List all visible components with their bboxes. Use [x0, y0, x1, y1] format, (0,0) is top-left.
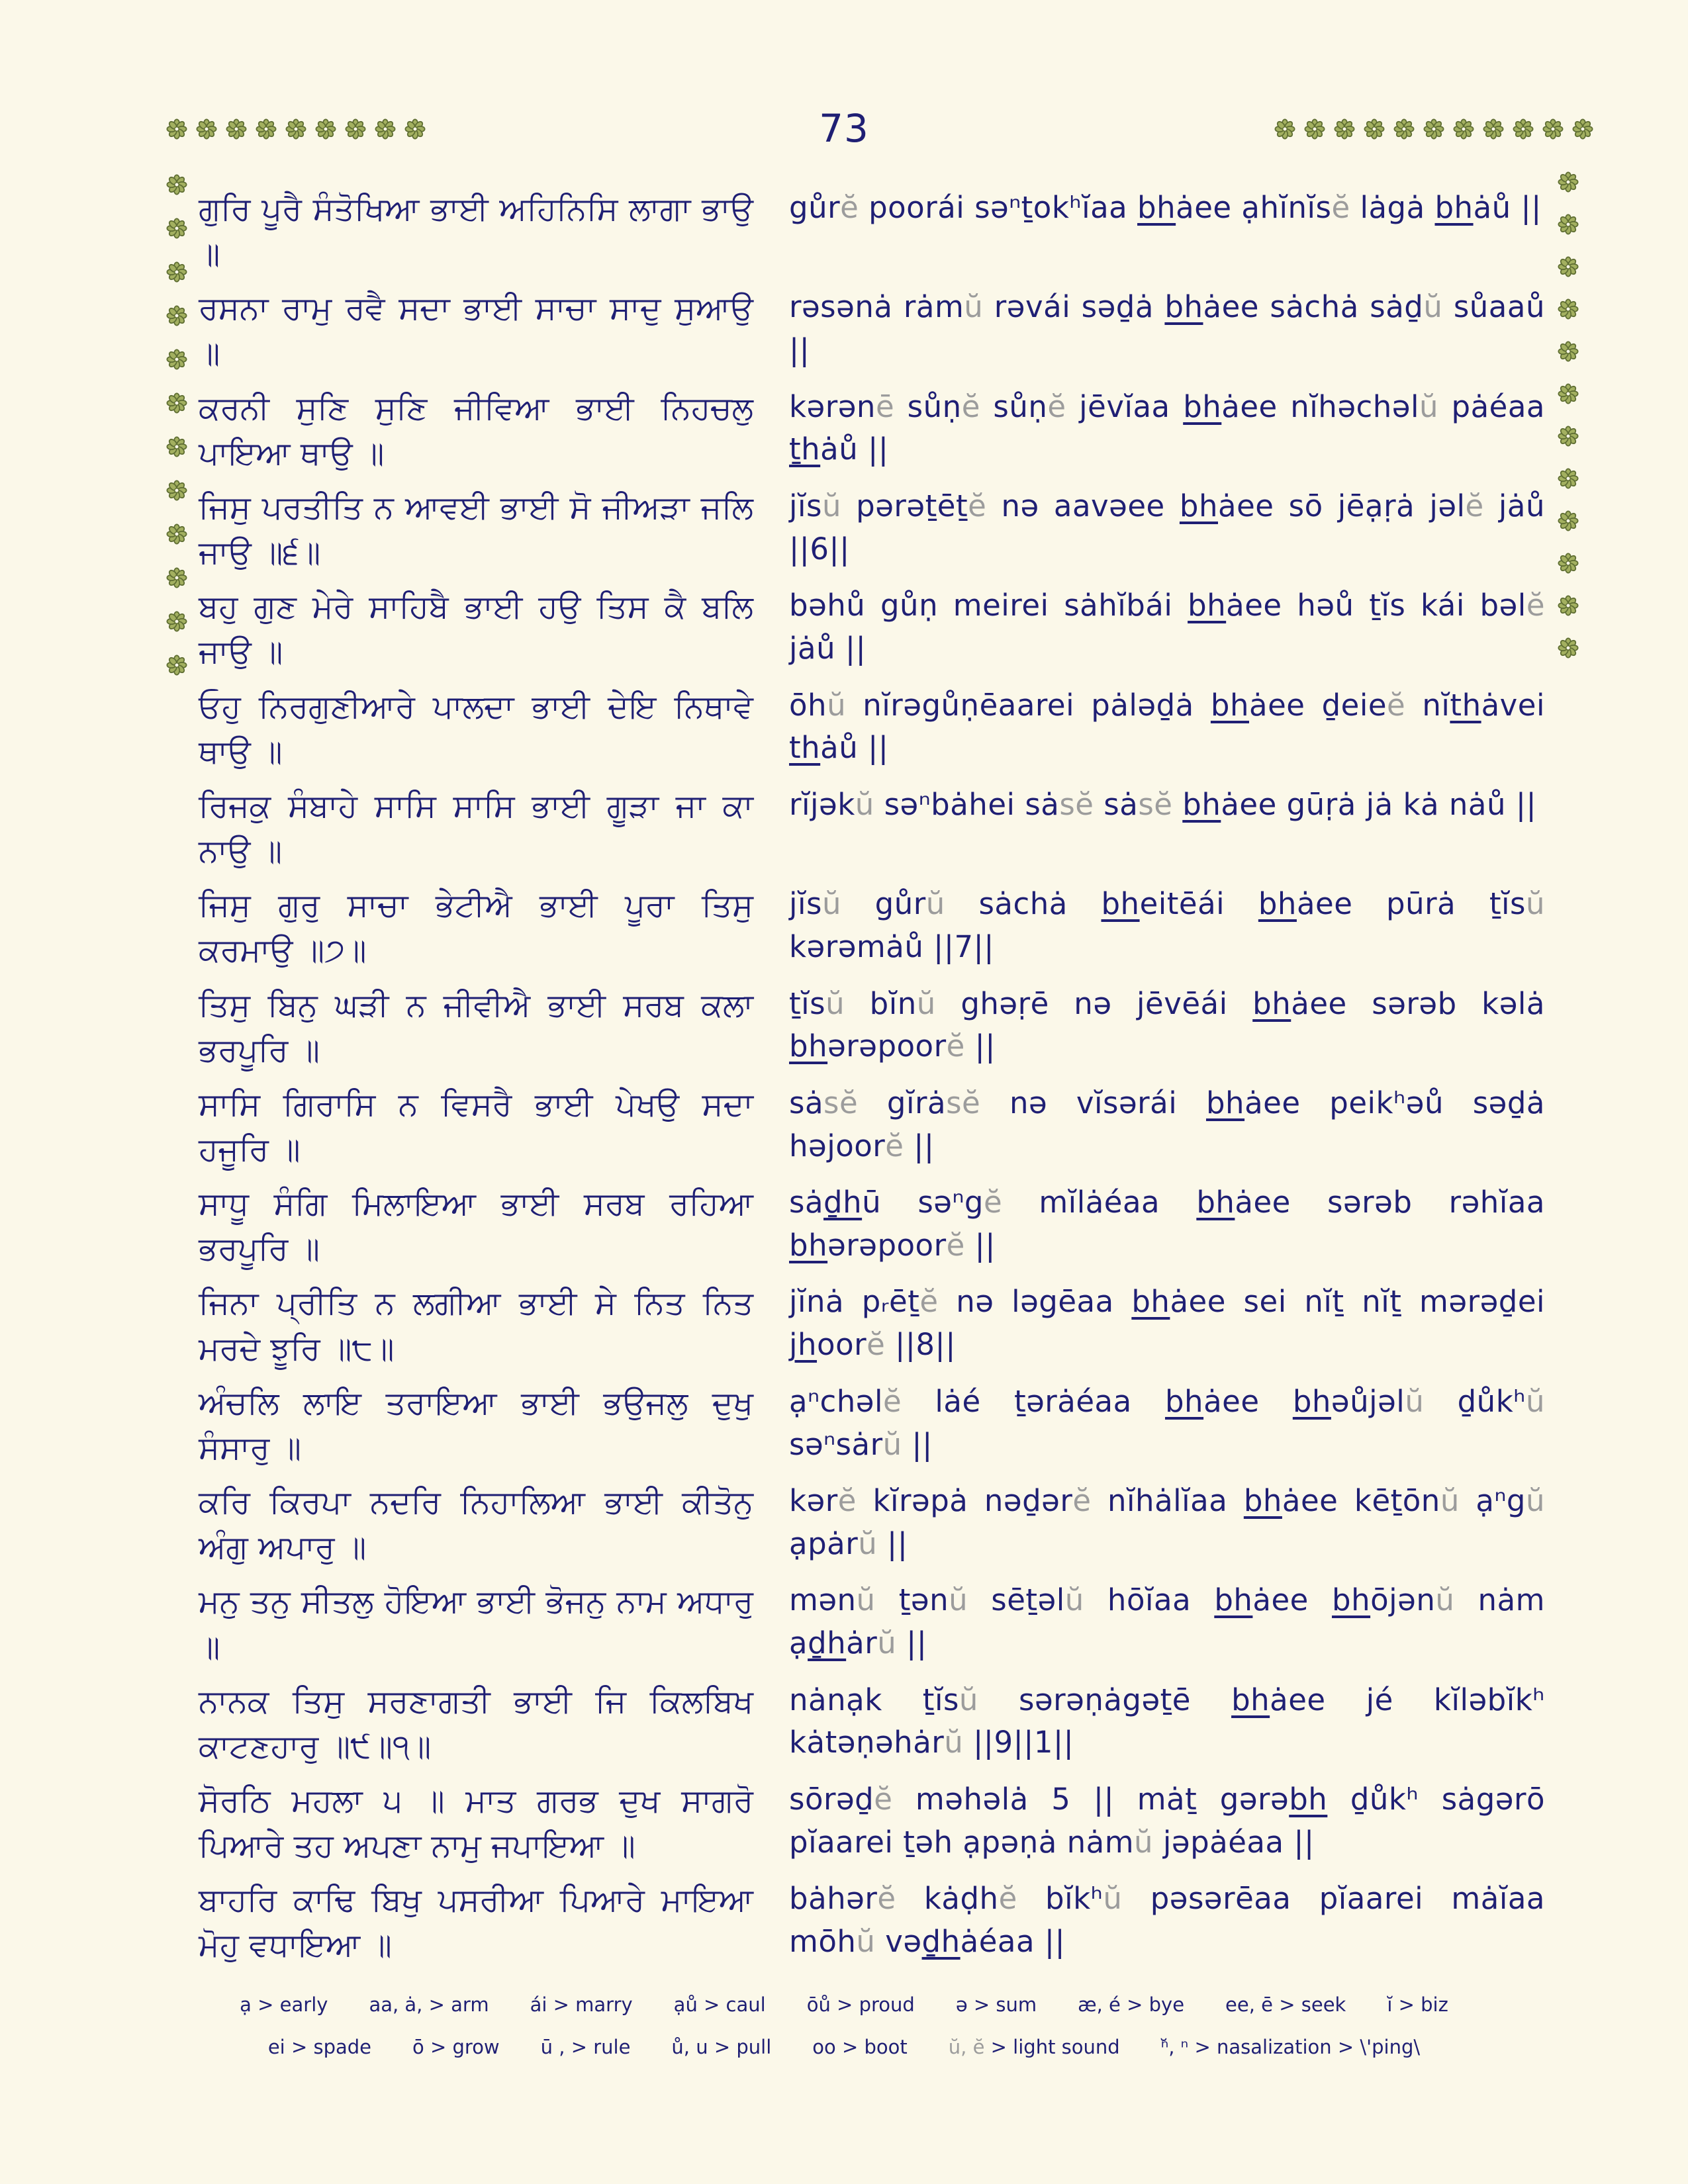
flower-icon — [1482, 118, 1505, 140]
page-number: 73 — [819, 106, 869, 151]
flower-icon — [165, 392, 188, 414]
flower-icon — [165, 567, 188, 589]
flower-icon — [1512, 118, 1534, 140]
legend-row-2 — [0, 2036, 1688, 2058]
transliteration-text: ṯĭsŭ bĭnŭ ghəṛē nə jēvēái bhȧee sərəb kəlȧ bhərəpoorĕ || — [789, 985, 1545, 1064]
legend-item: ů, u > pull — [671, 2036, 772, 2058]
flower-icon — [1557, 594, 1579, 617]
legend-item: ee, ē > seek — [1225, 1993, 1346, 2016]
transliteration-text: sōrəḏĕ məhəlȧ 5 || mȧṯ gərəbh ḏůkʰ sȧgərō pĭaarei ṯəh ạpəṇȧ nȧmŭ jəpȧéaa || — [789, 1782, 1545, 1860]
gurmukhi-text: ਸਾਸਿ ਗਿਰਾਸਿ ਨ ਵਿਸਰੈ ਭਾਈ ਪੇਖਉ ਸਦਾ ਹਜੂਰਿ ॥ — [199, 1085, 753, 1168]
transliteration-text: rəsənȧ rȧmŭ rəvái səḏȧ bhȧee sȧchȧ sȧḏŭ sůaaů || — [789, 289, 1545, 368]
flower-icon — [165, 610, 188, 633]
flower-icon — [1557, 255, 1579, 278]
flower-icon — [225, 118, 248, 140]
flower-icon — [195, 118, 218, 140]
gurmukhi-text: ਮਨੁ ਤਨੁ ਸੀਤਲੁ ਹੋਇਆ ਭਾਈ ਭੋਜਨੁ ਨਾਮ ਅਧਾਰੁ ॥ — [199, 1583, 753, 1666]
verse-row — [199, 1181, 1545, 1271]
gurmukhi-text: ਰਿਜਕੁ ਸੰਬਾਹੇ ਸਾਸਿ ਸਾਸਿ ਭਾਈ ਗੂੜਾ ਜਾ ਕਾ ਨਾਉ ॥ — [199, 787, 753, 870]
legend-item: ōů > proud — [806, 1993, 915, 2016]
legend-item: ō > grow — [412, 2036, 500, 2058]
verse-row — [199, 1679, 1545, 1769]
transliteration-text: kərĕ kĭrəpȧ nəḏərĕ nĭhȧlĭaa bhȧee kēṯōnŭ ạⁿgŭ ạpȧrŭ || — [789, 1483, 1545, 1561]
transliteration-text: bəhů gůṇ meirei sȧhĭbái bhȧee həů ṯĭs kái bəlĕ jȧů || — [789, 588, 1545, 666]
verse-row — [199, 983, 1545, 1073]
transliteration-text: nȧnạk ṯĭsŭ sərəṇȧgəṯē bhȧee jé kĭləbĭkʰ kȧtəṇəhȧrŭ ||9||1|| — [789, 1682, 1545, 1760]
flower-icon — [314, 118, 337, 140]
flower-icon — [1571, 118, 1594, 140]
flower-icon — [374, 118, 397, 140]
transliteration-text: sȧḏhū səⁿgĕ mĭlȧéaa bhȧee sərəb rəhĭaa bhərəpoorĕ || — [789, 1185, 1545, 1263]
legend-item: æ, é > bye — [1078, 1993, 1185, 2016]
gurmukhi-text: ਨਾਨਕ ਤਿਸੁ ਸਰਣਾਗਤੀ ਭਾਈ ਜਿ ਕਿਲਬਿਖ ਕਾਟਣਹਾਰੁ ॥੯॥੧॥ — [199, 1682, 753, 1765]
legend-item: ə > sum — [955, 1993, 1037, 2016]
verse-row — [199, 1579, 1545, 1669]
legend-row-1 — [0, 1993, 1688, 2016]
flower-icon — [1557, 467, 1579, 490]
legend-item: ei > spade — [267, 2036, 372, 2058]
legend-item: ⁿ̆, ⁿ > nasalization > \'ping\ — [1160, 2036, 1421, 2058]
gurmukhi-text: ਤਿਸੁ ਬਿਨੁ ਘੜੀ ਨ ਜੀਵੀਐ ਭਾਈ ਸਰਬ ਕਲਾ ਭਰਪੂਰਿ ॥ — [199, 986, 753, 1069]
transliteration-text: bȧhərĕ kȧḍhĕ bĭkʰŭ pəsərēaa pĭaarei mȧĭaa mōhŭ vəḏhȧéaa || — [789, 1881, 1545, 1960]
flower-icon — [165, 348, 188, 371]
flower-icon — [165, 173, 188, 196]
gurmukhi-text: ਸੋਰਠਿ ਮਹਲਾ ੫ ॥ ਮਾਤ ਗਰਭ ਦੁਖ ਸਾਗਰੋ ਪਿਆਰੇ ਤਹ ਅਪਣਾ ਨਾਮੁ ਜਪਾਇਆ ॥ — [199, 1782, 753, 1865]
transliteration-text: gůrĕ poorái səⁿṯokʰĭaa bhȧee ạhĭnĭsĕ lȧgȧ bhȧů || — [789, 190, 1542, 225]
flower-icon — [404, 118, 426, 140]
transliteration-text: sȧsĕ gĭrȧsĕ nə vĭsərái bhȧee peikʰəů səḏȧ həjoorĕ || — [789, 1085, 1545, 1163]
legend-item: ŭ, ĕ > light sound — [948, 2036, 1120, 2058]
gurmukhi-text: ਸਾਧੂ ਸੰਗਿ ਮਿਲਾਇਆ ਭਾਈ ਸਰਬ ਰਹਿਆ ਭਰਪੂਰਿ ॥ — [199, 1185, 753, 1268]
gurmukhi-text: ਗੁਰਿ ਪੂਰੈ ਸੰਤੋਖਿਆ ਭਾਈ ਅਹਿਨਿਸਿ ਲਾਗਾ ਭਾਉ ॥ — [199, 191, 753, 273]
legend-item: ạů > caul — [673, 1993, 766, 2016]
gurmukhi-text: ਬਹੁ ਗੁਣ ਮੇਰੇ ਸਾਹਿਬੈ ਭਾਈ ਹਉ ਤਿਸ ਕੈ ਬਲਿ ਜਾਉ ॥ — [199, 588, 753, 671]
flower-icon — [1333, 118, 1356, 140]
gurmukhi-text: ਰਸਨਾ ਰਾਮੁ ਰਵੈ ਸਦਾ ਭਾਈ ਸਾਚਾ ਸਾਦੁ ਸੁਆਉ ॥ — [199, 290, 753, 373]
gurmukhi-text: ਕਰਨੀ ਸੁਣਿ ਸੁਣਿ ਜੀਵਿਆ ਭਾਈ ਨਿਹਚਲੁ ਪਾਇਆ ਥਾਉ ॥ — [199, 389, 753, 472]
flower-icon — [1557, 340, 1579, 363]
verse-row — [199, 584, 1545, 674]
verse-row — [199, 1082, 1545, 1172]
flower-icon — [165, 435, 188, 458]
gurmukhi-text: ਓਹੁ ਨਿਰਗੁਣੀਆਰੇ ਪਾਲਦਾ ਭਾਈ ਦੇਇ ਨਿਥਾਵੇ ਥਾਉ ॥ — [199, 688, 753, 770]
verse-row — [199, 1778, 1545, 1868]
legend-item: ĭ > biz — [1387, 1993, 1448, 2016]
flower-icon — [165, 523, 188, 545]
legend-item: ū , > rule — [540, 2036, 631, 2058]
legend-item: ái > marry — [530, 1993, 633, 2016]
flower-icon — [255, 118, 277, 140]
transliteration-text: ōhŭ nĭrəgůṇēaarei pȧləḏȧ bhȧee ḏeieĕ nĭthȧvei thȧů || — [789, 687, 1545, 766]
flower-icon — [165, 118, 188, 140]
flower-icon — [1557, 383, 1579, 405]
flower-icon — [1303, 118, 1326, 140]
gurmukhi-text: ਕਰਿ ਕਿਰਪਾ ਨਦਰਿ ਨਿਹਾਲਿਆ ਭਾਈ ਕੀਤੋਨੁ ਅੰਗੁ ਅਪਾਰੁ ॥ — [199, 1484, 753, 1567]
flower-icon — [1363, 118, 1385, 140]
verse-row — [199, 1878, 1545, 1968]
verse-row — [199, 684, 1545, 774]
flower-icon — [344, 118, 367, 140]
flower-icon — [285, 118, 307, 140]
flower-icon — [1557, 171, 1579, 193]
legend-item: ạ > early — [240, 1993, 328, 2016]
gurmukhi-text: ਬਾਹਰਿ ਕਾਢਿ ਬਿਖੁ ਪਸਰੀਆ ਪਿਆਰੇ ਮਾਇਆ ਮੋਹੁ ਵਧਾਇਆ ॥ — [199, 1882, 753, 1964]
legend-item: aa, ȧ, > arm — [369, 1993, 489, 2016]
flower-icon — [1274, 118, 1296, 140]
flower-icon — [165, 479, 188, 502]
flower-icon — [1557, 213, 1579, 236]
flower-icon — [165, 217, 188, 240]
transliteration-text: jĭnȧ pᵣēṯĕ nə ləgēaa bhȧee sei nĭṯ nĭṯ mərəḏei jhoorĕ ||8|| — [789, 1284, 1546, 1363]
verse-row — [199, 386, 1545, 476]
gurmukhi-text: ਜਿਸੁ ਪਰਤੀਤਿ ਨ ਆਵਈ ਭਾਈ ਸੋ ਜੀਅੜਾ ਜਲਿ ਜਾਉ ॥੬॥ — [199, 488, 753, 572]
verse-row — [199, 187, 1545, 277]
flower-icon — [1423, 118, 1445, 140]
verse-row — [199, 1480, 1545, 1570]
verse-list — [199, 187, 1545, 1978]
flower-icon — [1557, 552, 1579, 574]
transliteration-text: mənŭ ṯənŭ sēṯəlŭ hōĭaa bhȧee bhōjənŭ nȧm ạḏhȧrŭ || — [789, 1582, 1545, 1661]
transliteration-text: jĭsŭ pərəṯēṯĕ nə aavəee bhȧee sō jēạṛȧ jəlĕ jȧů ||6|| — [789, 488, 1546, 567]
transliteration-text: ạⁿchəlĕ lȧé ṯərȧéaa bhȧee bhəůjəlŭ ḏůkʰŭ səⁿsȧrŭ || — [789, 1383, 1545, 1462]
flower-icon — [1393, 118, 1415, 140]
flower-icon — [165, 261, 188, 283]
flower-icon — [165, 304, 188, 327]
flower-icon — [165, 654, 188, 676]
flower-icon — [1557, 298, 1579, 320]
verse-row — [199, 784, 1545, 874]
flower-icon — [1452, 118, 1475, 140]
transliteration-text: kərənē sůṇĕ sůṇĕ jēvĭaa bhȧee nĭhəchəlŭ pȧéaa ṯhȧů || — [789, 388, 1546, 467]
flower-icon — [1557, 425, 1579, 447]
gurmukhi-text: ਅੰਚਲਿ ਲਾਇ ਤਰਾਇਆ ਭਾਈ ਭਉਜਲੁ ਦੁਖੁ ਸੰਸਾਰੁ ॥ — [199, 1384, 753, 1467]
transliteration-text: rĭjəkŭ səⁿbȧhei sȧsĕ sȧsĕ bhȧee gūṛȧ jȧ kȧ nȧů || — [789, 786, 1537, 822]
flower-icon — [1557, 510, 1579, 532]
transliteration-text: jĭsŭ gůrŭ sȧchȧ bheitēái bhȧee pūrȧ ṯĭsŭ kərəmȧů ||7|| — [789, 886, 1546, 964]
gurmukhi-text: ਜਿਨਾ ਪ੍ਰੀਤਿ ਨ ਲਗੀਆ ਭਾਈ ਸੇ ਨਿਤ ਨਿਤ ਮਰਦੇ ਝੂਰਿ ॥੮॥ — [199, 1285, 753, 1367]
flower-icon — [1542, 118, 1564, 140]
verse-row — [199, 883, 1545, 973]
gurmukhi-text: ਜਿਸੁ ਗੁਰੁ ਸਾਚਾ ਭੇਟੀਐ ਭਾਈ ਪੂਰਾ ਤਿਸੁ ਕਰਮਾਉ ॥੭॥ — [199, 887, 753, 970]
verse-row — [199, 1381, 1545, 1471]
legend-item: oo > boot — [812, 2036, 908, 2058]
verse-row — [199, 1281, 1545, 1371]
verse-row — [199, 286, 1545, 376]
verse-row — [199, 485, 1545, 575]
pronunciation-legend — [0, 1993, 1688, 2078]
flower-icon — [1557, 637, 1579, 659]
